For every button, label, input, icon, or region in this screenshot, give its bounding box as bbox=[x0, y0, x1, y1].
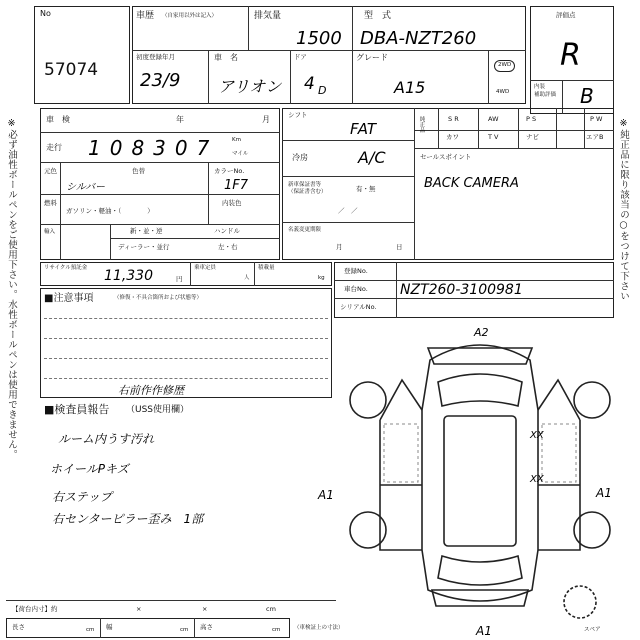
car-name-value: アリオン bbox=[218, 77, 282, 96]
handle-options: 左・右 bbox=[218, 243, 238, 251]
windshield bbox=[438, 374, 522, 406]
doors-unit: D bbox=[318, 84, 327, 97]
color-value: シルバー bbox=[66, 182, 106, 193]
equip-ps: P S bbox=[526, 115, 537, 123]
right-doors bbox=[538, 380, 580, 550]
rear-bumper bbox=[432, 590, 528, 606]
spare-tire bbox=[564, 586, 596, 618]
width-label: 幅 bbox=[106, 623, 113, 631]
displacement-value: 1500 bbox=[296, 28, 342, 49]
equip-leather: カワ bbox=[446, 133, 459, 141]
registration-note: （自家用以外は記入） bbox=[162, 13, 218, 19]
interior-grade: B bbox=[580, 84, 594, 108]
load-unit: kg bbox=[318, 275, 325, 281]
grade-value: A15 bbox=[394, 78, 426, 97]
diagram-top-mark: A2 bbox=[474, 326, 489, 339]
color-code-label: カラーNo. bbox=[214, 167, 245, 175]
shift-value: FAT bbox=[350, 120, 377, 138]
interior-color-label: 内装色 bbox=[222, 199, 242, 207]
grade-label: グレード bbox=[356, 53, 388, 62]
roof bbox=[444, 416, 516, 546]
new-car-warranty: 新車保証書等 （保証書含む） bbox=[288, 182, 327, 196]
lot-number: 57074 bbox=[44, 60, 99, 80]
inspection-month: 月 bbox=[262, 115, 270, 124]
car-name-label: 車 名 bbox=[214, 53, 238, 62]
interior-label: 内装 補助評価 bbox=[534, 84, 557, 98]
shift-label: シフト bbox=[288, 111, 308, 119]
diagram-door-mark-1: XX bbox=[530, 430, 544, 441]
front-bumper bbox=[428, 348, 532, 364]
aircon-value: A/C bbox=[358, 148, 386, 167]
name-change-label: 名義変更期限 bbox=[288, 227, 322, 233]
inspector-subtitle: （USS使用欄） bbox=[126, 405, 190, 415]
mileage-label: 走行 bbox=[46, 143, 62, 152]
first-reg-value: 23/9 bbox=[140, 70, 181, 91]
height-unit: cm bbox=[272, 627, 281, 633]
lot-number-box bbox=[34, 6, 130, 104]
color-label: 色替 bbox=[132, 167, 145, 175]
wheel-front-right bbox=[574, 382, 610, 418]
load-label: 積載量 bbox=[258, 265, 275, 271]
import-options: 新・並・逆 bbox=[130, 227, 163, 235]
length-unit: cm bbox=[86, 627, 95, 633]
cargo-x2: × bbox=[202, 605, 208, 613]
diagram-door-mark-2: XX bbox=[530, 474, 544, 485]
name-change-month: 月 bbox=[336, 243, 343, 251]
notes-title: ■注意事項 bbox=[44, 293, 94, 304]
serial-label: シリアルNo. bbox=[340, 303, 377, 311]
registration-label: 車歴 bbox=[136, 11, 155, 21]
doors-value: 4 bbox=[304, 74, 315, 94]
mileage-unit-mile: マイル bbox=[232, 151, 249, 157]
inspector-line-2: ホイールPキズ bbox=[50, 462, 129, 476]
no-label: No bbox=[40, 9, 51, 18]
notes-section bbox=[40, 288, 332, 398]
capacity-label: 乗車定員 bbox=[194, 265, 217, 271]
model-type-value: DBA-NZT260 bbox=[360, 28, 477, 49]
rear-window bbox=[438, 556, 522, 585]
equip-sr: S R bbox=[448, 115, 459, 123]
diagram-left-mark: A1 bbox=[318, 488, 334, 502]
notes-handwritten: 右前作作修歴 bbox=[118, 384, 184, 397]
vehicle-header-box bbox=[132, 6, 526, 104]
equip-aw: AW bbox=[488, 115, 499, 123]
inspector-title: ■検査員報告 bbox=[44, 403, 110, 416]
equip-tv: T V bbox=[488, 133, 499, 141]
doors-label: ドア bbox=[294, 53, 307, 61]
inspector-line-3: 右ステップ bbox=[52, 490, 112, 504]
left-doors bbox=[380, 380, 422, 550]
recycle-unit: 円 bbox=[176, 275, 183, 283]
fuel-label: 燃料 bbox=[44, 199, 57, 207]
height-label: 高さ bbox=[200, 623, 213, 631]
car-diagram bbox=[340, 320, 620, 620]
recycle-value: 11,330 bbox=[104, 268, 153, 284]
aircon-label: 冷房 bbox=[292, 153, 308, 162]
fuel-options: ガソリン・軽油・（ ） bbox=[66, 207, 154, 215]
drive-4wd: 4WD bbox=[496, 89, 510, 95]
diagram-right-mark: A1 bbox=[596, 486, 612, 500]
name-change-day: 日 bbox=[396, 243, 403, 251]
color-code-value: 1F7 bbox=[224, 178, 249, 193]
diagram-bottom-mark: A1 bbox=[476, 624, 492, 638]
handle-label: ハンドル bbox=[214, 227, 240, 235]
evaluation-grade: R bbox=[560, 38, 581, 73]
left-side-note: ※必ず油性ボールペンをご使用下さい。水性ボールペンは使用できません。 bbox=[5, 118, 17, 460]
dealer-label: ディーラー・並行 bbox=[118, 243, 170, 251]
equip-genuine: 純正品 bbox=[418, 116, 425, 133]
reg-no-label: 登録No. bbox=[344, 267, 368, 275]
notes-subtitle: （修復・不具合箇所および状態等） bbox=[114, 295, 203, 301]
dimension-row bbox=[6, 618, 290, 638]
equip-airbag: エアB bbox=[586, 133, 604, 141]
evaluation-label: 評価点 bbox=[556, 11, 576, 19]
chassis-value: NZT260-3100981 bbox=[400, 282, 523, 298]
equip-pw: P W bbox=[590, 115, 603, 123]
sales-point-value: BACK CAMERA bbox=[424, 176, 519, 191]
capacity-unit: 人 bbox=[244, 275, 250, 281]
inspector-line-1: ルーム内うす汚れ bbox=[58, 432, 155, 446]
inspector-line-4: 右センターピラー歪み 1部 bbox=[52, 512, 204, 526]
color-original-label: 元色 bbox=[44, 167, 57, 175]
wheel-front-left bbox=[350, 382, 386, 418]
inspection-year: 年 bbox=[176, 115, 184, 124]
import-label: 輸入 bbox=[44, 229, 56, 235]
special-label: （車検証上の寸法） bbox=[294, 625, 344, 631]
inspection-label: 車 検 bbox=[46, 115, 70, 124]
length-label: 長さ bbox=[12, 623, 25, 631]
mileage-value: 108307 bbox=[88, 136, 219, 160]
cargo-x1: × bbox=[136, 605, 142, 613]
width-unit: cm bbox=[180, 627, 189, 633]
cargo-label: 【荷台内寸】約 bbox=[12, 605, 58, 613]
recycle-label: リサイクル預託金 bbox=[44, 265, 88, 271]
warranty-options: 有・無 bbox=[356, 185, 376, 193]
sales-point-label: セールスポイント bbox=[420, 153, 472, 161]
chassis-label: 車台No. bbox=[344, 285, 368, 293]
drive-2wd: 2WD bbox=[494, 60, 515, 72]
warranty-date: ／ ／ bbox=[338, 207, 358, 215]
spare-label: スペア bbox=[584, 627, 601, 633]
right-side-note: ※純正品に限り該当の○をつけて下さい bbox=[617, 118, 629, 301]
model-type-label: 型 式 bbox=[364, 11, 392, 21]
mileage-unit-km: Km bbox=[232, 137, 241, 143]
equip-navi: ナビ bbox=[526, 133, 539, 141]
displacement-label: 排気量 bbox=[254, 11, 282, 21]
first-reg-label: 初度登録年月 bbox=[136, 53, 175, 61]
cargo-cm: cm bbox=[266, 605, 276, 613]
